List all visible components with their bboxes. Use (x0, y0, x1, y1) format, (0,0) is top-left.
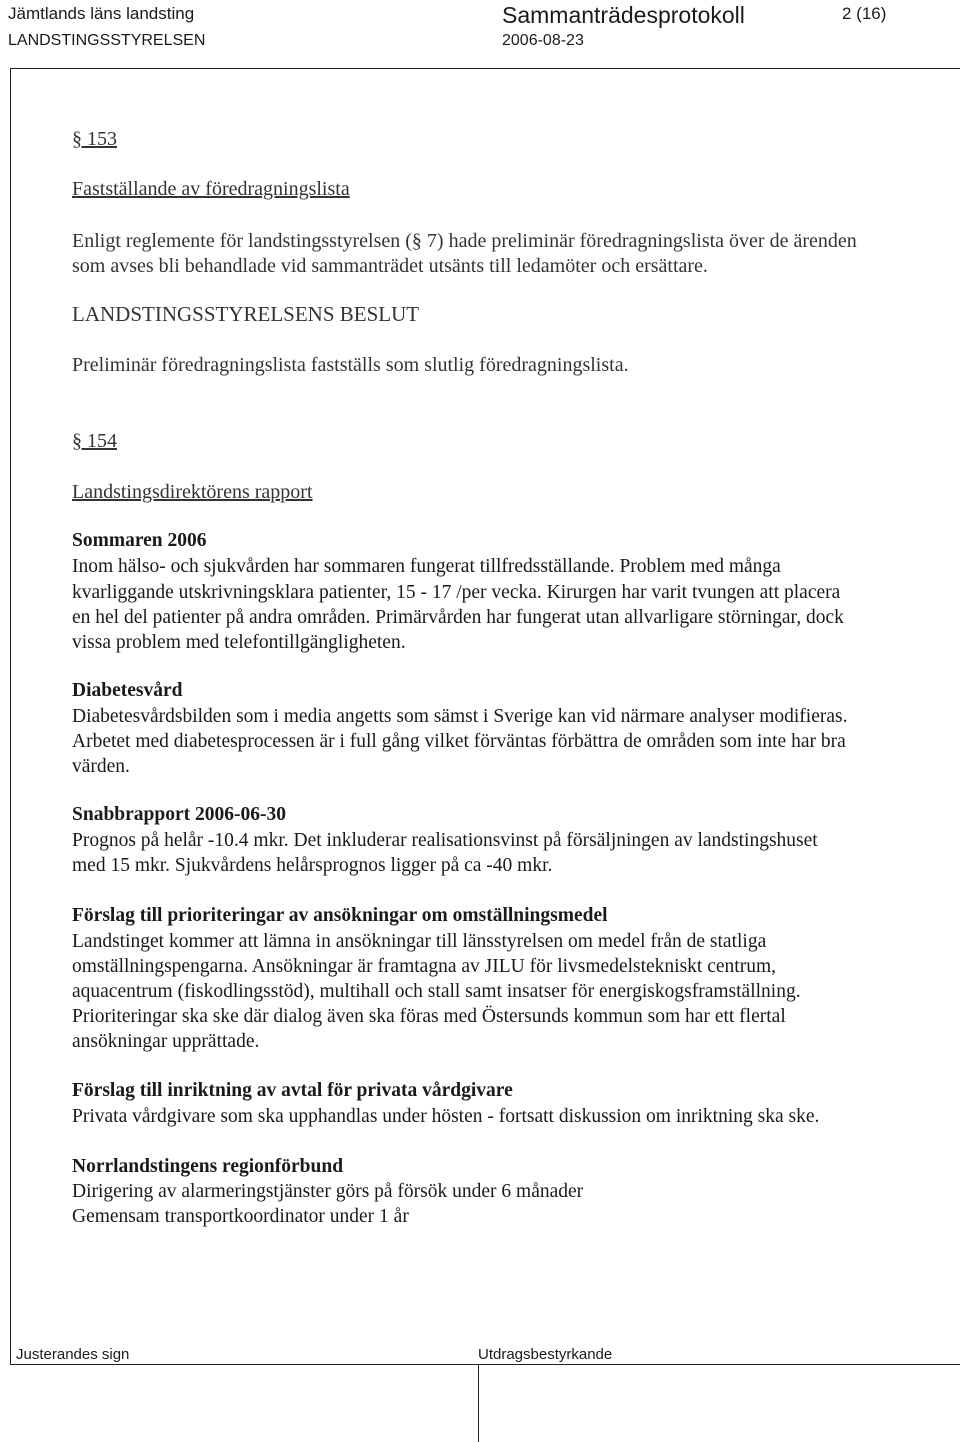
prioritization-line: ansökningar upprättade. (72, 1031, 260, 1052)
snabbrapport-heading: Snabbrapport 2006-06-30 (72, 804, 286, 825)
section-153-number: § 153 (72, 128, 117, 150)
regional-federation-heading: Norrlandstingens regionförbund (72, 1156, 344, 1177)
prioritization-line: aquacentrum (fiskodlingsstöd), multihall och stall samt insatser för energiskogsframställning. (72, 981, 801, 1002)
private-care-heading: Förslag till inriktning av avtal för privata vårdgivare (72, 1080, 513, 1101)
footer-certification-label: Utdragsbestyrkande (478, 1346, 613, 1363)
regional-federation-line: Dirigering av alarmeringstjänster görs på försök under 6 månader (72, 1181, 584, 1202)
summer-line: en hel del patienter på andra områden. Primärvården har fungerat utan allvarligare störningar, dock (72, 607, 844, 628)
diabetes-line: värden. (72, 756, 130, 777)
prioritization-line: Landstinget kommer att lämna in ansökningar till länsstyrelsen om medel från de statliga (72, 931, 767, 952)
decision-heading: LANDSTINGSSTYRELSENS BESLUT (72, 302, 420, 326)
left-margin-rule (10, 68, 11, 1364)
regional-federation-line: Gemensam transportkoordinator under 1 år (72, 1206, 409, 1227)
diabetes-line: Arbetet med diabetesprocessen är i full gång vilket förväntas förbättra de områden som inte har bra (72, 731, 846, 752)
prioritization-line: Prioriteringar ska ske där dialog även ska föras med Östersunds kommun som har ett flertal (72, 1006, 786, 1027)
prioritization-heading: Förslag till prioriteringar av ansökningar om omställningsmedel (72, 905, 608, 926)
footer-signature-label: Justerandes sign (16, 1346, 130, 1363)
page-number: 2 (16) (842, 4, 887, 23)
summer-line: vissa problem med telefontillgängligheten. (72, 632, 406, 653)
summer-heading: Sommaren 2006 (72, 530, 207, 551)
document-title: Sammanträdesprotokoll (502, 2, 745, 28)
footer-divider (10, 1364, 960, 1365)
summer-line: Inom hälso- och sjukvården har sommaren fungerat tillfredsställande. Problem med många (72, 556, 781, 577)
meeting-date: 2006-08-23 (502, 32, 584, 49)
section-153-paragraph-line: Enligt reglemente för landstingsstyrelsen (§ 7) hade preliminär föredragningslista över de ärenden (72, 230, 857, 252)
section-154-number: § 154 (72, 430, 117, 452)
organization-name: Jämtlands läns landsting (8, 4, 195, 23)
snabbrapport-line: Prognos på helår -10.4 mkr. Det inkluderar realisationsvinst på försäljningen av landstingshuset (72, 830, 818, 851)
section-154-heading: Landstingsdirektörens rapport (72, 481, 313, 503)
snabbrapport-line: med 15 mkr. Sjukvårdens helårsprognos ligger på ca -40 mkr. (72, 855, 553, 876)
diabetes-line: Diabetesvårdsbilden som i media angetts som sämst i Sverige kan vid närmare analyser modifieras. (72, 706, 848, 727)
footer-column-divider (478, 1364, 479, 1442)
board-name: LANDSTINGSSTYRELSEN (8, 32, 206, 49)
diabetes-heading: Diabetesvård (72, 680, 183, 701)
prioritization-line: omställningspengarna. Ansökningar är framtagna av JILU för livsmedelstekniskt centrum, (72, 956, 776, 977)
header-divider (10, 68, 960, 69)
summer-line: kvarliggande utskrivningsklara patienter, 15 - 17 /per vecka. Kirurgen har varit tvungen att placera (72, 582, 841, 603)
private-care-line: Privata vårdgivare som ska upphandlas under hösten - fortsatt diskussion om inriktning ska ske. (72, 1106, 820, 1127)
section-153-heading: Fastställande av föredragningslista (72, 178, 350, 200)
decision-text: Preliminär föredragningslista fastställs som slutlig föredragningslista. (72, 354, 629, 376)
section-153-paragraph-line: som avses bli behandlade vid sammanträdet utsänts till ledamöter och ersättare. (72, 255, 708, 277)
